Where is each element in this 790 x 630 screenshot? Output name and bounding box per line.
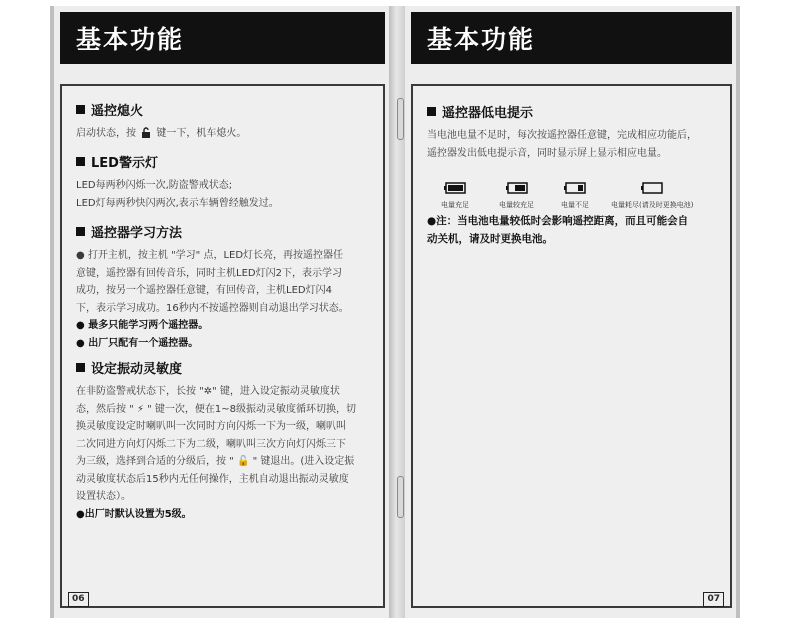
square-bullet-icon (76, 363, 85, 372)
text-line: LED灯每两秒快闪两次,表示车辆曾经触发过。 (76, 197, 279, 209)
square-bullet-icon (76, 105, 85, 114)
booklet-spread (50, 6, 740, 618)
text-line: 意键，遥控器有回传音乐，同时主机LED灯闪2下，表示学习 (76, 267, 342, 279)
staple-icon (397, 98, 404, 140)
page-header (60, 12, 385, 64)
text-line: LED每两秒闪烁一次,防盗警戒状态; (76, 180, 233, 191)
page-title: 基本功能 (76, 25, 185, 54)
page-06 (54, 6, 389, 618)
battery-label: 电量耗尽(请及时更换电池) (611, 201, 694, 209)
battery-label: 电量充足 (441, 201, 469, 209)
text-line: 当电池电量不足时，每次按遥控器任意键，完成相应功能后， (427, 130, 697, 141)
unlock-icon (141, 127, 151, 145)
battery-icon (444, 182, 466, 194)
content-frame (60, 84, 385, 608)
section-remote-off: 遥控熄火 启动状态，按 键一下，机车熄火。 (76, 100, 373, 145)
page-number: 06 (68, 592, 89, 607)
bullet-item: ●出厂时默认设置为5级。 (76, 508, 192, 520)
text-line: 动灵敏度状态后15秒内无任何操作，主机自动退出振动灵敏度 (76, 473, 349, 485)
section-title: LED警示灯 (91, 156, 158, 171)
text-line: 下，表示学习成功。16秒内不按遥控器则自动退出学习状态。 (76, 302, 349, 314)
section-title: 设定振动灵敏度 (91, 362, 183, 377)
section-sensitivity (76, 358, 373, 523)
page-header (411, 12, 732, 64)
battery-indicator (561, 182, 589, 210)
text-line: 成功，按另一个遥控器任意键，有回传音，主机LED灯闪4 (76, 285, 332, 296)
battery-icon (641, 182, 663, 194)
section-led (76, 152, 373, 212)
bullet-item: ● 出厂只配有一个遥控器。 (76, 337, 199, 349)
staple-icon (397, 476, 404, 518)
battery-indicator (499, 182, 534, 210)
square-bullet-icon (427, 107, 436, 116)
page-number: 07 (703, 592, 724, 607)
square-bullet-icon (76, 157, 85, 166)
note-line: 动关机，请及时更换电池。 (427, 233, 553, 245)
text-line: 二次同进方向灯闪烁二下为二级，喇叭叫三次方向灯闪烁三下 (76, 438, 346, 450)
battery-icon (564, 182, 586, 194)
section-learning (76, 222, 373, 352)
section-title: 遥控器低电提示 (442, 106, 534, 121)
battery-label: 电量较充足 (499, 201, 534, 209)
text-line: 为三级，选择到合适的分级后，按 " 🔓 " 键退出。(进入设定振 (76, 456, 355, 467)
battery-note (427, 212, 720, 248)
section-title: 遥控器学习方法 (91, 226, 183, 241)
section-title: 遥控熄火 (91, 104, 144, 119)
battery-icon (506, 182, 528, 194)
text-line: ● 打开主机，按主机 "学习" 点，LED灯长亮，再按遥控器任 (76, 250, 344, 261)
battery-indicator (441, 182, 469, 210)
text-line: 遥控器发出低电提示音，同时显示屏上显示相应电量。 (427, 147, 667, 159)
text-line: 换灵敏度设定时喇叭叫一次同时方向闪烁一下为一级，喇叭叫 (76, 421, 346, 432)
section-low-battery (427, 102, 720, 162)
page-07 (405, 6, 736, 618)
content-frame (411, 84, 732, 608)
note-line: ●注：当电池电量较低时会影响遥控距离，而且可能会自 (427, 215, 689, 227)
text-line: 设置状态）。 (76, 491, 131, 502)
square-bullet-icon (76, 227, 85, 236)
text-line: 在非防盗警戒状态下，长按 "✲" 键，进入设定振动灵敏度状 (76, 386, 340, 397)
page-title: 基本功能 (427, 25, 536, 54)
bullet-item: ● 最多只能学习两个遥控器。 (76, 320, 209, 331)
text-line: 态，然后按 " ⚡ " 键一次，便在1~8级振动灵敏度循环切换，切 (76, 403, 357, 415)
battery-label: 电量不足 (561, 201, 589, 209)
battery-indicator (611, 182, 693, 210)
